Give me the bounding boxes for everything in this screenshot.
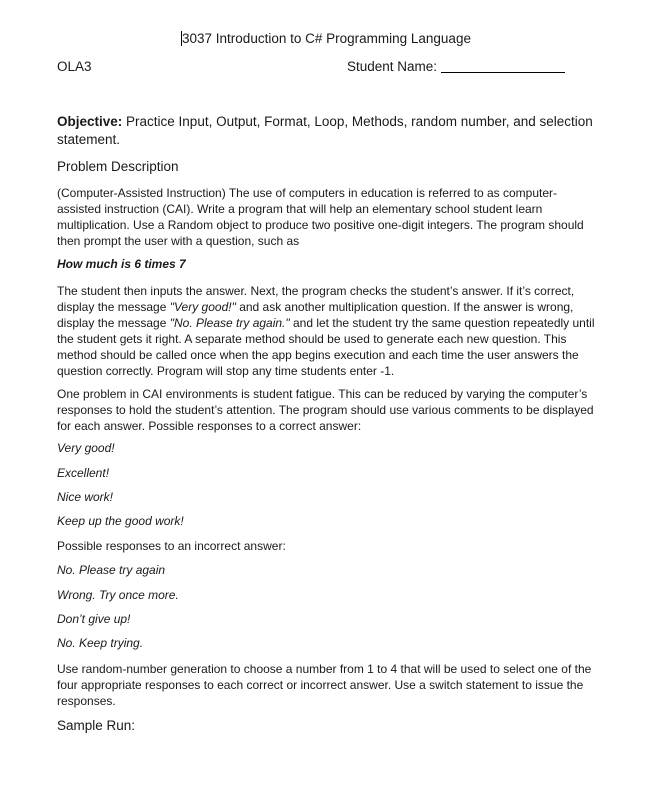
document-title-text: 3037 Introduction to C# Programming Language: [182, 31, 471, 46]
second-paragraph-part3: and let the student try the same question repeatedly until the student gets it right. A separate method should be used to generate each new question. This method should be called once when the app begins execution and each time the user answers the question correctly. Program will stop any time students enter -1.: [57, 316, 595, 378]
incorrect-response: Don’t give up!: [57, 612, 131, 626]
correct-response: Excellent!: [57, 466, 110, 480]
second-paragraph: [57, 283, 597, 379]
sample-question: How much is 6 times 7: [57, 257, 186, 271]
second-paragraph-part1: The student then inputs the answer. Next, the program checks the student’s answer. If it’s correct, display the message: [57, 284, 575, 314]
incorrect-heading: Possible responses to an incorrect answer:: [57, 539, 286, 553]
incorrect-response: Wrong. Try once more.: [57, 588, 179, 602]
incorrect-response: No. Please try again: [57, 563, 166, 577]
fatigue-paragraph: One problem in CAI environments is student fatigue. This can be reduced by varying the computer’s responses to hold the student’s attention. The program should use various comments to be displayed for each answer. Possible responses to a correct answer:: [57, 387, 594, 433]
wrong-message: "No. Please try again.": [169, 316, 290, 330]
incorrect-response: No. Keep trying.: [57, 636, 144, 650]
student-name-blank: [441, 59, 565, 73]
problem-heading: Problem Description: [57, 159, 179, 174]
objective-label: Objective:: [57, 114, 123, 129]
second-paragraph-part2: and ask another multiplication question. If the answer is wrong, display the message: [57, 300, 574, 330]
student-name-label: Student Name:: [347, 59, 438, 74]
assignment-label: OLA3: [57, 59, 92, 74]
correct-response: Nice work!: [57, 490, 114, 504]
student-name-field: [347, 59, 565, 74]
intro-paragraph: (Computer-Assisted Instruction) The use of computers in education is referred to as computer-assisted instruction (CAI). Write a program that will help an elementary school student learn multiplication. Use a Random object to produce two positive one-digit integers. The program should then prompt the user with a question, such as: [57, 186, 584, 248]
correct-response: Very good!: [57, 441, 115, 455]
objective-text: Practice Input, Output, Format, Loop, Methods, random number, and selection statement.: [57, 114, 593, 147]
document-title: [0, 31, 652, 46]
correct-response: Keep up the good work!: [57, 514, 184, 528]
objective: [57, 113, 597, 149]
random-paragraph: Use random-number generation to choose a number from 1 to 4 that will be used to select one of the four appropriate responses to each correct or incorrect answer. Use a switch statement to issue the responses.: [57, 662, 592, 708]
correct-message: "Very good!": [169, 300, 236, 314]
sample-run-label: Sample Run:: [57, 718, 136, 733]
